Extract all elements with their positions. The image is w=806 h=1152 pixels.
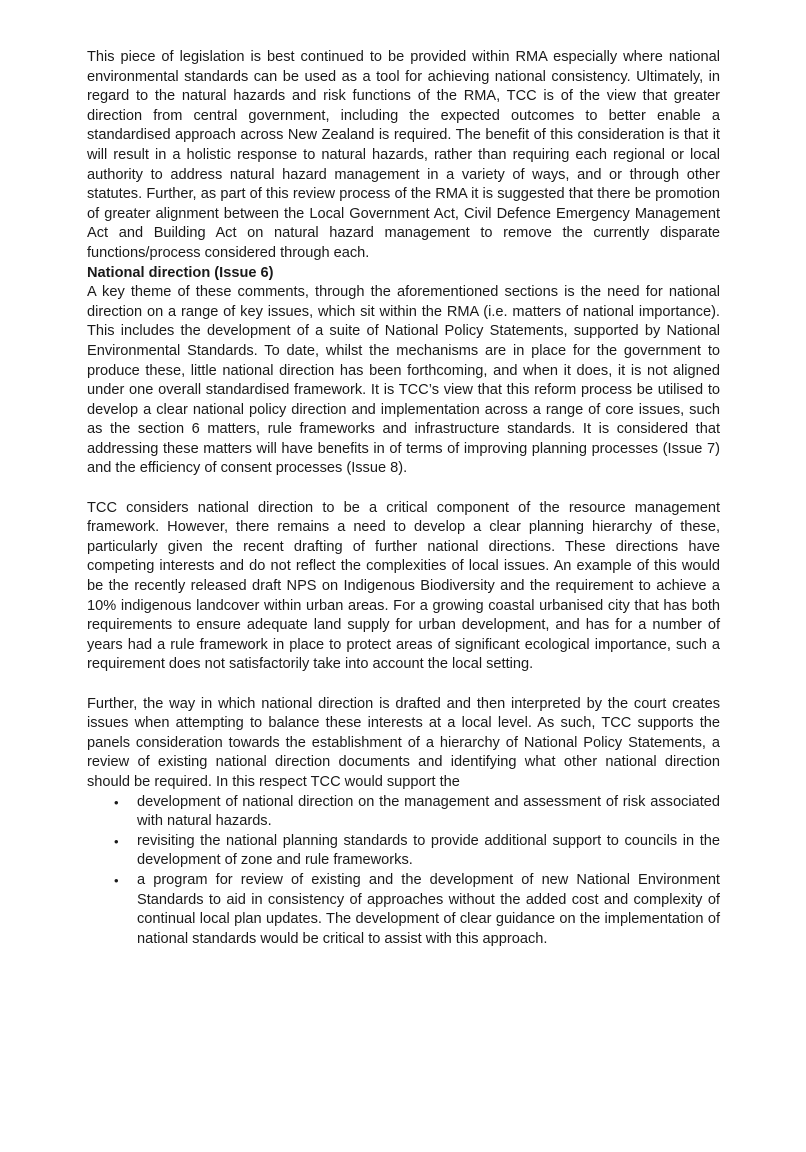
bullet-icon: • bbox=[114, 794, 119, 810]
intro-paragraph: This piece of legislation is best continued to be provided within RMA especially where national environmental standards can be used as a tool for achieving national consistency. Ultimately, in regard to the natural hazards and risk functions of the RMA, TCC is of the view that greater direction from central government, including the expected outcomes to better enable a standardised approach across New Zealand is required. The benefit of this consideration is that it will result in a holistic response to natural hazards, rather than requiring each regional or local authority to address natural hazard management in a variety of ways, and or through other statutes. Further, as part of this review process of the RMA it is suggested that there be promotion of greater alignment between the Local Government Act, Civil Defence Emergency Management Act and Building Act on natural hazard management to remove the currently disparate functions/process considered through each. bbox=[87, 49, 720, 261]
body-paragraph: A key theme of these comments, through the aforementioned sections is the need for national direction on a range of key issues, which sit within the RMA (i.e. matters of national importance). This includes the development of a suite of National Policy Statements, supported by National Environmental Standards. To date, whilst the mechanisms are in place for the government to produce these, little national direction has been forthcoming, and when it does, it is not aligned under one overall standardised framework. It is TCC’s view that this reform process be utilised to develop a clear national policy direction and implementation across a range of core issues, such as the section 6 matters, rule frameworks and infrastructure standards. It is considered that addressing these matters will have benefits in of terms of improving planning processes (Issue 7) and the efficiency of consent processes (Issue 8). bbox=[87, 284, 720, 477]
body-paragraph: TCC considers national direction to be a critical component of the resource management framework. However, there remains a need to develop a clear planning hierarchy of these, particularly given the recent drafting of further national directions. These directions have competing interests and do not reflect the complexities of local issues. An example of this would be the recently released draft NPS on Indigenous Biodiversity and the requirement to achieve a 10% indigenous landcover within urban areas. For a growing coastal urbanised city that has both requirements to ensure adequate land supply for urban development, and has for a number of years had a rule framework in place to protect areas of significant ecological importance, such a requirement does not satisfactorily take into account the local setting. bbox=[87, 499, 720, 673]
section-heading: National direction (Issue 6) bbox=[87, 264, 274, 281]
document-page bbox=[87, 48, 720, 949]
body-paragraph: Further, the way in which national direction is drafted and then interpreted by the court creates issues when attempting to balance these interests at a local level. As such, TCC supports the panels consideration towards the establishment of a hierarchy of National Policy Statements, a review of existing national direction documents and identifying what other national direction should be required. In this respect TCC would support the bbox=[87, 695, 720, 790]
bullet-icon: • bbox=[114, 872, 119, 888]
bullet-icon: • bbox=[114, 833, 119, 849]
list-item-text: revisiting the national planning standards to provide additional support to councils in the development of zone and rule frameworks. bbox=[137, 832, 720, 869]
list-item bbox=[87, 871, 720, 949]
list-item bbox=[87, 832, 720, 871]
bullet-list bbox=[87, 793, 720, 950]
list-item-text: development of national direction on the management and assessment of risk associated with natural hazards. bbox=[137, 793, 720, 830]
list-item-text: a program for review of existing and the development of new National Environment Standards to aid in consistency of approaches without the added cost and complexity of continual local plan updates. The development of clear guidance on the implementation of national standards would be critical to assist with this approach. bbox=[137, 871, 720, 947]
list-item bbox=[87, 793, 720, 832]
